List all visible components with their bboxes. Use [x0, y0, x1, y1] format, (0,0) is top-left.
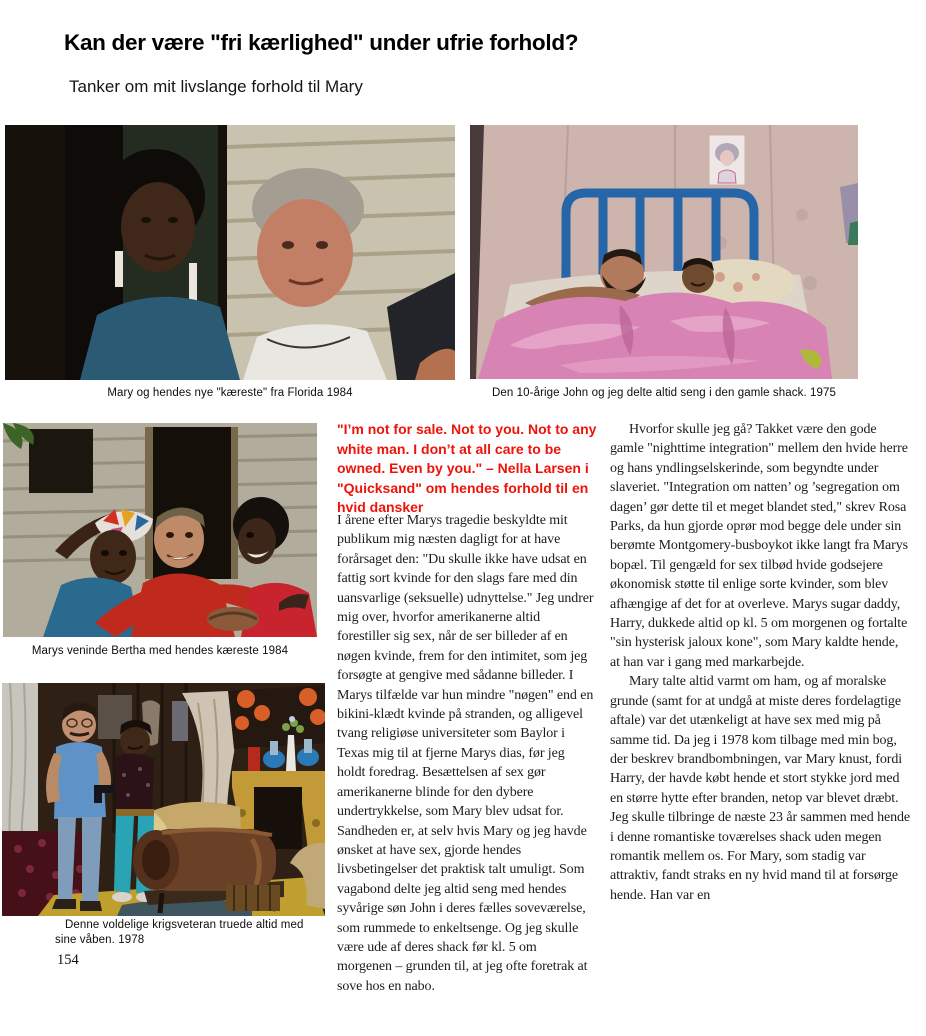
caption-violent-war-veteran-line1: Denne voldelige krigsveteran truede altid med	[65, 919, 304, 931]
photo-violent-war-veteran	[2, 683, 325, 916]
page-subtitle: Tanker om mit livslange forhold til Mary	[69, 77, 363, 96]
caption-violent-war-veteran	[55, 918, 331, 948]
caption-mary-and-new-boyfriend: Mary og hendes nye "kæreste" fra Florida 1984	[107, 387, 353, 399]
body-paragraph: Hvorfor skulle jeg gå? Takket være den gode gamle "nighttime integration" mellem den hvide herre og hans yndlingselskerinde, som begyndte under slaveriet. "Integration om natten’ og ’segregation om dagen’ gør dette til et meget blandet sted," skrev Rosa Parks, da hun gjorde oprør mod begge dele under sin berømte Montgomery-busboykot ikke langt fra Marys bopæl. Til gengæld for sex tilbød hvide godsejere økonomisk støtte til enlige sorte kvinder, som blev afhængige af det for at overleve. Marys sugar daddy, Harry, dukkede altid op kl. 5 om morgenen og fortalte "sin hysterisk jaloux kone", som Mary kaldte hende, at han var i gang med markarbejde.	[610, 422, 908, 670]
body-column-2	[610, 420, 911, 905]
photo-john-and-author-in-bed	[470, 125, 858, 379]
page-title: Kan der være "fri kærlighed" under ufrie forhold?	[64, 30, 579, 55]
body-paragraph: Mary talte altid varmt om ham, og af moralske grunde (samt for at undgå at miste deres fordelagtige aftale) var det utænkeligt at have sex med mig på samme tid. Da jeg i 1978 kom tilbage med min bog, der beskrev brandbombningen, var Mary knust, fordi Harry, der havde købt hende et stort stykke jord med en større hytte efter branden, netop var blevet dræbt. Jeg skulle tilbringe de næste 23 år sammen med hende i denne romantiske toværelses shack uden megen romantik mellem os. For Mary, som stadig var attraktiv, fandt straks en ny hvid mand til at forsørge hende. Han var en	[610, 674, 911, 903]
opening-quote: "I’m not for sale. Not to you. Not to any white man. I don’t at all care to be owned. Even by you." – Nella Larsen i "Quicksand" om hendes forhold til en hvid dansker	[337, 421, 597, 515]
body-column-1	[337, 511, 595, 996]
photo-mary-and-new-boyfriend	[5, 125, 455, 380]
photo-bertha-with-boyfriend	[3, 423, 317, 637]
photo-bertha-with-boyfriend-image	[3, 423, 317, 637]
caption-bertha-with-boyfriend: Marys veninde Bertha med hendes kæreste 1984	[31, 645, 289, 657]
caption-violent-war-veteran-line2: sine våben. 1978	[55, 934, 145, 946]
caption-john-and-author-in-bed: Den 10-årige John og jeg delte altid seng i den gamle shack. 1975	[491, 387, 837, 399]
body-paragraph: I årene efter Marys tragedie beskyldte mit publikum mig næsten dagligt for at have forårsaget den: "Du skulle ikke have udsat en fattig sort kvinde for den slags fare med din uansvarlige (seksuelle) udnyttelse." Jeg undrer mig over, hvorfor amerikanerne altid forestiller sig sex, når de ser billeder af en nøgen kvinde, frem for den intimitet, som jeg forsøgte at gengive med sådanne billeder. I Marys tilfælde var hun mindre "nøgen" end en bikini-klædt kvinde på stranden, og alligevel tvang religiøse universiteter som Baylor i Texas mig til at fjerne Marys dias, før jeg holdt foredrag. Besættelsen af sex gør amerikanerne blinde for den dybere undertrykkelse, som Mary blev udsat for. Sandheden er, at selv hvis Mary og jeg havde ønsket at have sex, gjorde hendes livsbetingelser det praktisk talt umuligt. Som vagabond delte jeg altid seng med hendes syvårige søn John i deres fælles soveværelse, som rummede to enkeltsenge. Og jeg skulle være ude af deres shack før kl. 5 om morgenen – grunden til, at jeg ofte foretrak at sove hos en nabo.	[337, 513, 594, 994]
photo-john-and-author-in-bed-image	[470, 125, 858, 379]
photo-violent-war-veteran-image	[2, 683, 325, 916]
page-number: 154	[57, 952, 79, 968]
photo-mary-and-new-boyfriend-image	[5, 125, 455, 380]
